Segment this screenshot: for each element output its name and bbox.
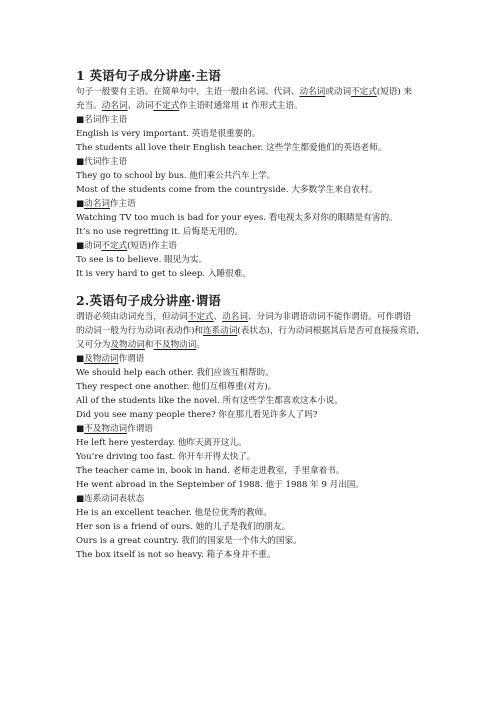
example-line: He went abroad in the September of 1988. 他于 1988 年 9 月出国。 xyxy=(76,480,364,490)
example-line: Watching TV too much is bad for your eyes. 看电视太多对你的眼睛是有害的。 xyxy=(76,213,398,223)
intro-line-2 xyxy=(76,100,303,112)
predicate-para-line-3 xyxy=(76,339,205,351)
underlined-term: 动名词 xyxy=(299,87,326,97)
text: 的动词一般为行为动词(表动作)和 xyxy=(76,326,204,336)
text: (短语) 来 xyxy=(376,87,413,97)
bullet: ■ xyxy=(76,354,85,364)
text: 或动词 xyxy=(325,87,352,97)
example-line: Ours is a great country. 我们的国家是一个伟大的国家。 xyxy=(76,536,302,546)
text: 、动词 xyxy=(127,101,154,111)
underlined-term: 动名词 xyxy=(101,101,128,111)
example-line: He left here yesterday. 他昨天离开这儿。 xyxy=(76,438,247,448)
text: 。 xyxy=(196,340,205,350)
text: (表状态)，行为动词根据其后是否可直接接宾语， xyxy=(237,326,425,336)
text: 谓语必须由动词充当，但动词 xyxy=(76,312,188,322)
example-line: All of the students like the novel. 所有这些学生都喜欢这本小说。 xyxy=(76,396,343,406)
text: 又可分为 xyxy=(76,340,111,350)
text: 作谓语 xyxy=(118,354,145,364)
example-line: He is an excellent teacher. 他是位优秀的教师。 xyxy=(76,508,272,518)
section-title-predicate: 2.英语句子成分讲座·谓语 xyxy=(76,293,222,308)
text: ■动词 xyxy=(76,241,102,251)
underlined-term: 不及物动词 xyxy=(84,424,128,434)
example-line: To see is to believe. 眼见为实。 xyxy=(76,255,208,265)
underlined-term: 不定式 xyxy=(153,101,180,111)
predicate-para-line-2 xyxy=(76,325,425,337)
intro-line-1 xyxy=(76,86,412,98)
example-line: They go to school by bus. 他们乘公共汽车上学。 xyxy=(76,171,276,181)
example-line: The teacher came in, book in hand. 老师走进教室，手里拿着书。 xyxy=(76,466,345,476)
underlined-term: 及物动词 xyxy=(110,340,145,350)
subheading-transitive xyxy=(76,353,144,365)
example-line: Did you see many people there? 你在那儿看见许多人了吗? xyxy=(76,410,318,420)
example-line: It is very hard to get to sleep. 入睡很难。 xyxy=(76,269,251,279)
underlined-term: 动名词 xyxy=(222,312,248,322)
example-line: Her son is a friend of ours. 她的儿子是我们的朋友。 xyxy=(76,522,291,532)
subheading-intransitive xyxy=(76,423,153,435)
example-line: They respect one another. 他们互相尊重(对方)。 xyxy=(76,382,277,392)
bullet: ■ xyxy=(76,424,85,434)
subheading-linking-verb: ■连系动词表状态 xyxy=(76,494,145,504)
example-line: We should help each other. 我们应该互相帮助。 xyxy=(76,368,274,378)
text: 、分词为非谓语动词不能作谓语。可作谓语 xyxy=(247,312,412,322)
section-title-subject: 1 英语句子成分讲座·主语 xyxy=(76,68,222,83)
text: 、 xyxy=(213,312,223,322)
text: 充当。 xyxy=(76,101,102,111)
example-line: The box itself is not so heavy. 箱子本身并不重。 xyxy=(76,550,276,560)
text: 句子一般要有主语。在简单句中，主语一般由名词、代词、 xyxy=(76,87,300,97)
text: 作主语时通常用 it 作形式主语。 xyxy=(179,101,303,111)
subheading-noun: ■名词作主语 xyxy=(76,115,128,125)
subheading-gerund xyxy=(76,198,136,210)
example-line: It’s no use regretting it. 后悔是无用的。 xyxy=(76,227,244,237)
bullet: ■ xyxy=(76,199,85,209)
underlined-term: 及物动词 xyxy=(84,354,119,364)
underlined-term: 不定式 xyxy=(351,87,377,97)
underlined-term: 连系动词 xyxy=(203,326,238,336)
example-line: Most of the students come from the countryside. 大多数学生来自农村。 xyxy=(76,185,378,195)
subheading-infinitive xyxy=(76,240,177,252)
example-line: English is very important. 英语是很重要的。 xyxy=(76,129,261,139)
text: 作谓语 xyxy=(127,424,153,434)
text: (短语)作主语 xyxy=(127,241,177,251)
example-line: You’re driving too fast. 你开车开得太快了。 xyxy=(76,452,256,462)
text: 和 xyxy=(144,340,154,350)
underlined-term: 动名词 xyxy=(84,199,110,209)
example-line: The students all love their English teacher. 这些学生都爱他们的英语老师。 xyxy=(76,143,387,153)
text: 作主语 xyxy=(109,199,136,209)
underlined-term: 不及物动词 xyxy=(153,340,197,350)
subheading-pronoun: ■代词作主语 xyxy=(76,157,128,167)
underlined-term: 不定式 xyxy=(101,241,128,251)
predicate-para-line-1 xyxy=(76,311,411,323)
underlined-term: 不定式 xyxy=(187,312,214,322)
